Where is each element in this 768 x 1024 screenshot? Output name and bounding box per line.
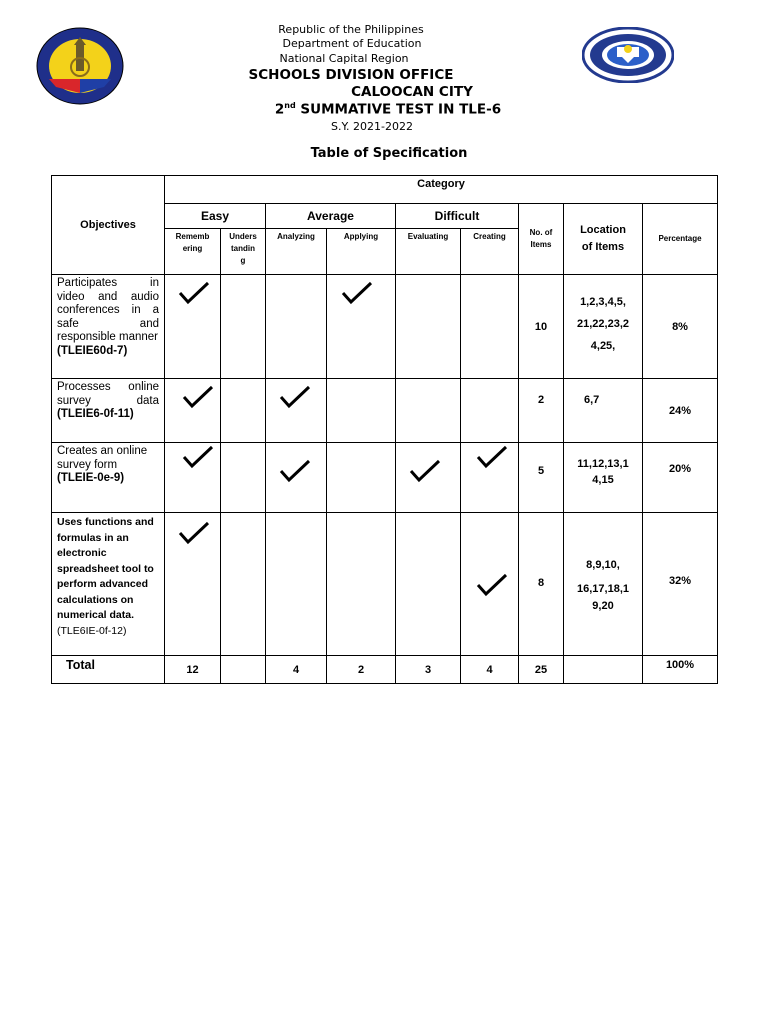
objectives-header: Objectives: [52, 176, 165, 275]
table-row: [52, 275, 718, 379]
analyzing-header: Analyzing: [266, 229, 327, 275]
items-cell: 5: [519, 443, 564, 513]
applying-header: Applying: [327, 229, 396, 275]
evaluating-header: Evaluating: [396, 229, 461, 275]
check-icon: [178, 521, 210, 545]
location-cell: 6,7: [564, 379, 643, 443]
objective-cell: Processes online survey data (TLEIE6-0f-11): [52, 379, 165, 443]
percentage-cell: 8%: [643, 275, 718, 379]
check-icon: [279, 459, 311, 483]
creating-header: Creating: [461, 229, 519, 275]
total-value: 12: [165, 656, 221, 684]
total-label: Total: [52, 656, 165, 684]
total-items: 25: [519, 656, 564, 684]
total-location: [564, 656, 643, 684]
specification-table: [51, 175, 718, 684]
check-icon: [279, 385, 311, 409]
city-line: CALOOCAN CITY: [351, 84, 473, 100]
check-icon: [182, 445, 214, 469]
percentage-cell: 32%: [643, 513, 718, 656]
location-header: Location of Items: [564, 204, 643, 275]
table-row: [52, 443, 718, 513]
location-cell: 11,12,13,1 4,15: [564, 443, 643, 513]
objective-cell: Participates in video and audio conferences in a safe and responsible manner (TLEIE60d-7): [52, 275, 165, 379]
objective-cell: Creates an online survey form (TLEIE-0e-9): [52, 443, 165, 513]
sdo-caloocan-logo: [36, 27, 124, 105]
location-cell: 1,2,3,4,5, 21,22,23,2 4,25,: [564, 275, 643, 379]
items-cell: 8: [519, 513, 564, 656]
check-icon: [476, 573, 508, 597]
check-icon: [476, 445, 508, 469]
office-line: SCHOOLS DIVISION OFFICE: [248, 67, 454, 83]
category-header: Category: [165, 176, 718, 204]
table-title: Table of Specification: [310, 146, 468, 161]
department-line: Department of Education: [282, 37, 422, 50]
total-value: [221, 656, 266, 684]
total-value: 4: [461, 656, 519, 684]
republic-line: Republic of the Philippines: [278, 23, 424, 36]
region-line: National Capital Region: [279, 52, 409, 65]
total-row: [52, 656, 718, 684]
objective-cell: Uses functions and formulas in an electronic spreadsheet tool to perform advanced calculations on numerical data. (TLE6IE-0f-12): [52, 513, 165, 656]
difficult-header: Difficult: [396, 204, 519, 229]
deped-seal-logo: [582, 27, 674, 83]
school-year: S.Y. 2021-2022: [331, 120, 413, 133]
test-title: 2nd SUMMATIVE TEST IN TLE-6: [274, 101, 502, 118]
items-cell: 2: [519, 379, 564, 443]
items-cell: 10: [519, 275, 564, 379]
percentage-header: Percentage: [643, 204, 718, 275]
check-icon: [341, 281, 373, 305]
check-icon: [409, 459, 441, 483]
table-row: [52, 379, 718, 443]
total-value: 2: [327, 656, 396, 684]
no-of-items-header: No. of Items: [519, 204, 564, 275]
check-icon: [178, 281, 210, 305]
average-header: Average: [266, 204, 396, 229]
percentage-cell: 24%: [643, 379, 718, 443]
location-cell: 8,9,10, 16,17,18,1 9,20: [564, 513, 643, 656]
total-percentage: 100%: [643, 656, 718, 684]
total-value: 3: [396, 656, 461, 684]
total-value: 4: [266, 656, 327, 684]
check-icon: [182, 385, 214, 409]
percentage-cell: 20%: [643, 443, 718, 513]
table-row: [52, 513, 718, 656]
understanding-header: Unders tandin g: [221, 229, 266, 275]
remembering-header: Rememb ering: [165, 229, 221, 275]
easy-header: Easy: [165, 204, 266, 229]
